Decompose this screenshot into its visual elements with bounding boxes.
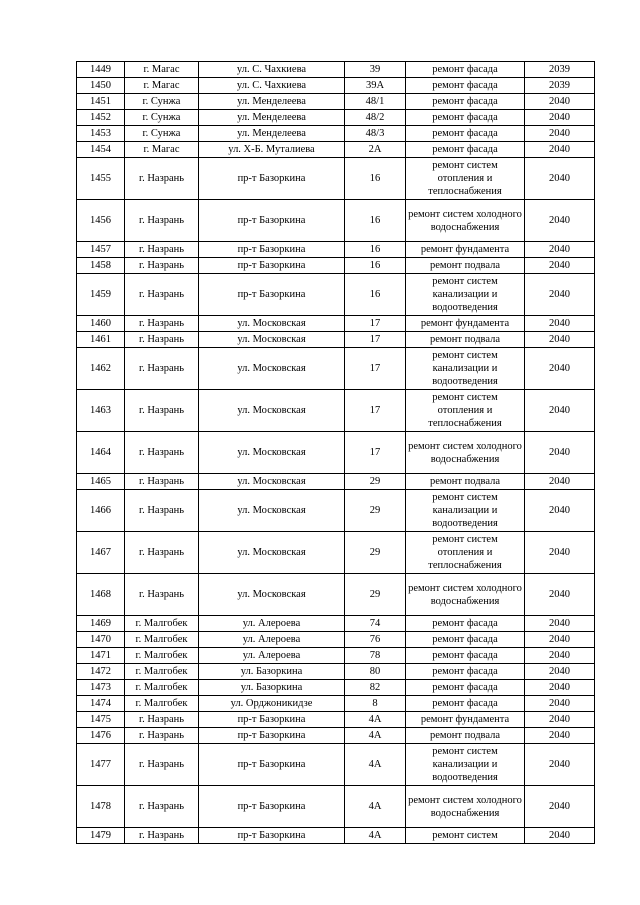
- work-type-cell: ремонт фасада: [406, 616, 525, 632]
- table-row: [77, 258, 595, 274]
- table-row: [77, 110, 595, 126]
- street-cell: ул. С. Чахкиева: [199, 62, 345, 78]
- work-type-cell: ремонт систем канализации и водоотведения: [406, 490, 525, 532]
- city-cell: г. Малгобек: [125, 648, 199, 664]
- house-number-cell: 74: [345, 616, 406, 632]
- year-cell: 2040: [525, 332, 595, 348]
- work-type-cell: ремонт фасада: [406, 648, 525, 664]
- city-cell: г. Назрань: [125, 242, 199, 258]
- street-cell: ул. Московская: [199, 316, 345, 332]
- city-cell: г. Назрань: [125, 490, 199, 532]
- row-number-cell: 1474: [77, 696, 125, 712]
- work-type-cell: ремонт систем канализации и водоотведения: [406, 274, 525, 316]
- work-type-cell: ремонт систем канализации и водоотведения: [406, 348, 525, 390]
- table-body: [77, 62, 595, 844]
- year-cell: 2040: [525, 242, 595, 258]
- year-cell: 2040: [525, 94, 595, 110]
- city-cell: г. Малгобек: [125, 664, 199, 680]
- house-number-cell: 17: [345, 348, 406, 390]
- work-type-cell: ремонт систем отопления и теплоснабжения: [406, 390, 525, 432]
- year-cell: 2040: [525, 142, 595, 158]
- street-cell: пр-т Базоркина: [199, 712, 345, 728]
- house-number-cell: 16: [345, 274, 406, 316]
- row-number-cell: 1475: [77, 712, 125, 728]
- street-cell: пр-т Базоркина: [199, 274, 345, 316]
- row-number-cell: 1450: [77, 78, 125, 94]
- row-number-cell: 1454: [77, 142, 125, 158]
- year-cell: 2040: [525, 632, 595, 648]
- street-cell: пр-т Базоркина: [199, 158, 345, 200]
- street-cell: ул. С. Чахкиева: [199, 78, 345, 94]
- table-row: [77, 828, 595, 844]
- work-type-cell: ремонт подвала: [406, 332, 525, 348]
- work-type-cell: ремонт систем канализации и водоотведения: [406, 744, 525, 786]
- street-cell: ул. Алероева: [199, 648, 345, 664]
- work-type-cell: ремонт фундамента: [406, 316, 525, 332]
- house-number-cell: 16: [345, 242, 406, 258]
- year-cell: 2040: [525, 828, 595, 844]
- city-cell: г. Магас: [125, 62, 199, 78]
- table-row: [77, 474, 595, 490]
- city-cell: г. Назрань: [125, 728, 199, 744]
- table-row: [77, 332, 595, 348]
- city-cell: г. Малгобек: [125, 696, 199, 712]
- work-type-cell: ремонт подвала: [406, 474, 525, 490]
- year-cell: 2040: [525, 432, 595, 474]
- table-row: [77, 680, 595, 696]
- city-cell: г. Назрань: [125, 712, 199, 728]
- table-row: [77, 728, 595, 744]
- table-row: [77, 648, 595, 664]
- city-cell: г. Малгобек: [125, 680, 199, 696]
- work-type-cell: ремонт систем холодного водоснабжения: [406, 786, 525, 828]
- year-cell: 2039: [525, 78, 595, 94]
- work-type-cell: ремонт систем холодного водоснабжения: [406, 432, 525, 474]
- street-cell: пр-т Базоркина: [199, 200, 345, 242]
- row-number-cell: 1459: [77, 274, 125, 316]
- row-number-cell: 1473: [77, 680, 125, 696]
- street-cell: ул. Московская: [199, 332, 345, 348]
- row-number-cell: 1467: [77, 532, 125, 574]
- work-type-cell: ремонт подвала: [406, 728, 525, 744]
- house-number-cell: 17: [345, 432, 406, 474]
- row-number-cell: 1471: [77, 648, 125, 664]
- house-number-cell: 2А: [345, 142, 406, 158]
- work-type-cell: ремонт фундамента: [406, 712, 525, 728]
- house-number-cell: 29: [345, 532, 406, 574]
- city-cell: г. Назрань: [125, 200, 199, 242]
- year-cell: 2040: [525, 532, 595, 574]
- table-row: [77, 616, 595, 632]
- street-cell: ул. Московская: [199, 432, 345, 474]
- street-cell: ул. Базоркина: [199, 664, 345, 680]
- house-number-cell: 4А: [345, 828, 406, 844]
- street-cell: ул. Московская: [199, 574, 345, 616]
- row-number-cell: 1470: [77, 632, 125, 648]
- row-number-cell: 1461: [77, 332, 125, 348]
- year-cell: 2040: [525, 696, 595, 712]
- row-number-cell: 1476: [77, 728, 125, 744]
- table-row: [77, 158, 595, 200]
- year-cell: 2040: [525, 274, 595, 316]
- street-cell: ул. Московская: [199, 490, 345, 532]
- city-cell: г. Назрань: [125, 744, 199, 786]
- table-row: [77, 242, 595, 258]
- row-number-cell: 1456: [77, 200, 125, 242]
- city-cell: г. Назрань: [125, 390, 199, 432]
- house-number-cell: 48/3: [345, 126, 406, 142]
- work-type-cell: ремонт фасада: [406, 78, 525, 94]
- row-number-cell: 1472: [77, 664, 125, 680]
- city-cell: г. Назрань: [125, 274, 199, 316]
- work-type-cell: ремонт фасада: [406, 126, 525, 142]
- street-cell: ул. Московская: [199, 532, 345, 574]
- row-number-cell: 1478: [77, 786, 125, 828]
- house-number-cell: 16: [345, 158, 406, 200]
- house-number-cell: 4А: [345, 744, 406, 786]
- house-number-cell: 29: [345, 490, 406, 532]
- repair-schedule-table: [76, 61, 595, 844]
- work-type-cell: ремонт фасада: [406, 680, 525, 696]
- year-cell: 2040: [525, 728, 595, 744]
- city-cell: г. Сунжа: [125, 94, 199, 110]
- house-number-cell: 8: [345, 696, 406, 712]
- street-cell: ул. Алероева: [199, 616, 345, 632]
- year-cell: 2040: [525, 258, 595, 274]
- street-cell: ул. Орджоникидзе: [199, 696, 345, 712]
- year-cell: 2040: [525, 200, 595, 242]
- row-number-cell: 1455: [77, 158, 125, 200]
- city-cell: г. Назрань: [125, 348, 199, 390]
- year-cell: 2040: [525, 664, 595, 680]
- table-row: [77, 696, 595, 712]
- house-number-cell: 16: [345, 258, 406, 274]
- city-cell: г. Назрань: [125, 258, 199, 274]
- work-type-cell: ремонт систем холодного водоснабжения: [406, 200, 525, 242]
- house-number-cell: 29: [345, 574, 406, 616]
- street-cell: пр-т Базоркина: [199, 258, 345, 274]
- city-cell: г. Магас: [125, 78, 199, 94]
- work-type-cell: ремонт фасада: [406, 94, 525, 110]
- work-type-cell: ремонт фасада: [406, 62, 525, 78]
- street-cell: пр-т Базоркина: [199, 744, 345, 786]
- year-cell: 2040: [525, 490, 595, 532]
- work-type-cell: ремонт систем отопления и теплоснабжения: [406, 532, 525, 574]
- year-cell: 2040: [525, 348, 595, 390]
- row-number-cell: 1465: [77, 474, 125, 490]
- table-row: [77, 712, 595, 728]
- table-row: [77, 274, 595, 316]
- table-row: [77, 316, 595, 332]
- city-cell: г. Назрань: [125, 332, 199, 348]
- house-number-cell: 48/2: [345, 110, 406, 126]
- work-type-cell: ремонт фасада: [406, 696, 525, 712]
- table-row: [77, 62, 595, 78]
- house-number-cell: 48/1: [345, 94, 406, 110]
- year-cell: 2039: [525, 62, 595, 78]
- house-number-cell: 80: [345, 664, 406, 680]
- street-cell: пр-т Базоркина: [199, 786, 345, 828]
- row-number-cell: 1460: [77, 316, 125, 332]
- row-number-cell: 1453: [77, 126, 125, 142]
- table-row: [77, 348, 595, 390]
- year-cell: 2040: [525, 648, 595, 664]
- street-cell: пр-т Базоркина: [199, 242, 345, 258]
- street-cell: ул. Менделеева: [199, 126, 345, 142]
- table-row: [77, 632, 595, 648]
- house-number-cell: 39: [345, 62, 406, 78]
- year-cell: 2040: [525, 616, 595, 632]
- row-number-cell: 1477: [77, 744, 125, 786]
- work-type-cell: ремонт систем: [406, 828, 525, 844]
- work-type-cell: ремонт фундамента: [406, 242, 525, 258]
- year-cell: 2040: [525, 680, 595, 696]
- house-number-cell: 82: [345, 680, 406, 696]
- row-number-cell: 1463: [77, 390, 125, 432]
- city-cell: г. Назрань: [125, 828, 199, 844]
- row-number-cell: 1479: [77, 828, 125, 844]
- row-number-cell: 1466: [77, 490, 125, 532]
- table-row: [77, 664, 595, 680]
- row-number-cell: 1464: [77, 432, 125, 474]
- street-cell: пр-т Базоркина: [199, 828, 345, 844]
- row-number-cell: 1468: [77, 574, 125, 616]
- street-cell: ул. Х-Б. Муталиева: [199, 142, 345, 158]
- work-type-cell: ремонт фасада: [406, 632, 525, 648]
- city-cell: г. Назрань: [125, 474, 199, 490]
- year-cell: 2040: [525, 574, 595, 616]
- row-number-cell: 1449: [77, 62, 125, 78]
- house-number-cell: 39А: [345, 78, 406, 94]
- city-cell: г. Малгобек: [125, 632, 199, 648]
- street-cell: ул. Московская: [199, 348, 345, 390]
- work-type-cell: ремонт подвала: [406, 258, 525, 274]
- street-cell: ул. Менделеева: [199, 110, 345, 126]
- table-row: [77, 78, 595, 94]
- house-number-cell: 17: [345, 316, 406, 332]
- house-number-cell: 4А: [345, 712, 406, 728]
- table-row: [77, 744, 595, 786]
- row-number-cell: 1469: [77, 616, 125, 632]
- street-cell: ул. Менделеева: [199, 94, 345, 110]
- city-cell: г. Сунжа: [125, 110, 199, 126]
- year-cell: 2040: [525, 126, 595, 142]
- house-number-cell: 78: [345, 648, 406, 664]
- city-cell: г. Магас: [125, 142, 199, 158]
- street-cell: ул. Алероева: [199, 632, 345, 648]
- city-cell: г. Назрань: [125, 532, 199, 574]
- work-type-cell: ремонт фасада: [406, 664, 525, 680]
- row-number-cell: 1452: [77, 110, 125, 126]
- row-number-cell: 1462: [77, 348, 125, 390]
- work-type-cell: ремонт фасада: [406, 142, 525, 158]
- row-number-cell: 1451: [77, 94, 125, 110]
- work-type-cell: ремонт систем отопления и теплоснабжения: [406, 158, 525, 200]
- year-cell: 2040: [525, 786, 595, 828]
- work-type-cell: ремонт систем холодного водоснабжения: [406, 574, 525, 616]
- work-type-cell: ремонт фасада: [406, 110, 525, 126]
- table-row: [77, 126, 595, 142]
- house-number-cell: 4А: [345, 728, 406, 744]
- city-cell: г. Назрань: [125, 574, 199, 616]
- table-row: [77, 786, 595, 828]
- row-number-cell: 1457: [77, 242, 125, 258]
- row-number-cell: 1458: [77, 258, 125, 274]
- street-cell: ул. Московская: [199, 390, 345, 432]
- house-number-cell: 29: [345, 474, 406, 490]
- house-number-cell: 16: [345, 200, 406, 242]
- table-row: [77, 490, 595, 532]
- year-cell: 2040: [525, 158, 595, 200]
- house-number-cell: 76: [345, 632, 406, 648]
- house-number-cell: 4А: [345, 786, 406, 828]
- city-cell: г. Назрань: [125, 158, 199, 200]
- year-cell: 2040: [525, 316, 595, 332]
- year-cell: 2040: [525, 744, 595, 786]
- table-row: [77, 200, 595, 242]
- table-row: [77, 390, 595, 432]
- table-row: [77, 432, 595, 474]
- house-number-cell: 17: [345, 390, 406, 432]
- year-cell: 2040: [525, 712, 595, 728]
- city-cell: г. Назрань: [125, 432, 199, 474]
- table-row: [77, 532, 595, 574]
- year-cell: 2040: [525, 390, 595, 432]
- year-cell: 2040: [525, 474, 595, 490]
- table-row: [77, 142, 595, 158]
- city-cell: г. Назрань: [125, 316, 199, 332]
- street-cell: ул. Московская: [199, 474, 345, 490]
- street-cell: ул. Базоркина: [199, 680, 345, 696]
- table-row: [77, 574, 595, 616]
- city-cell: г. Малгобек: [125, 616, 199, 632]
- city-cell: г. Назрань: [125, 786, 199, 828]
- table-row: [77, 94, 595, 110]
- city-cell: г. Сунжа: [125, 126, 199, 142]
- house-number-cell: 17: [345, 332, 406, 348]
- street-cell: пр-т Базоркина: [199, 728, 345, 744]
- year-cell: 2040: [525, 110, 595, 126]
